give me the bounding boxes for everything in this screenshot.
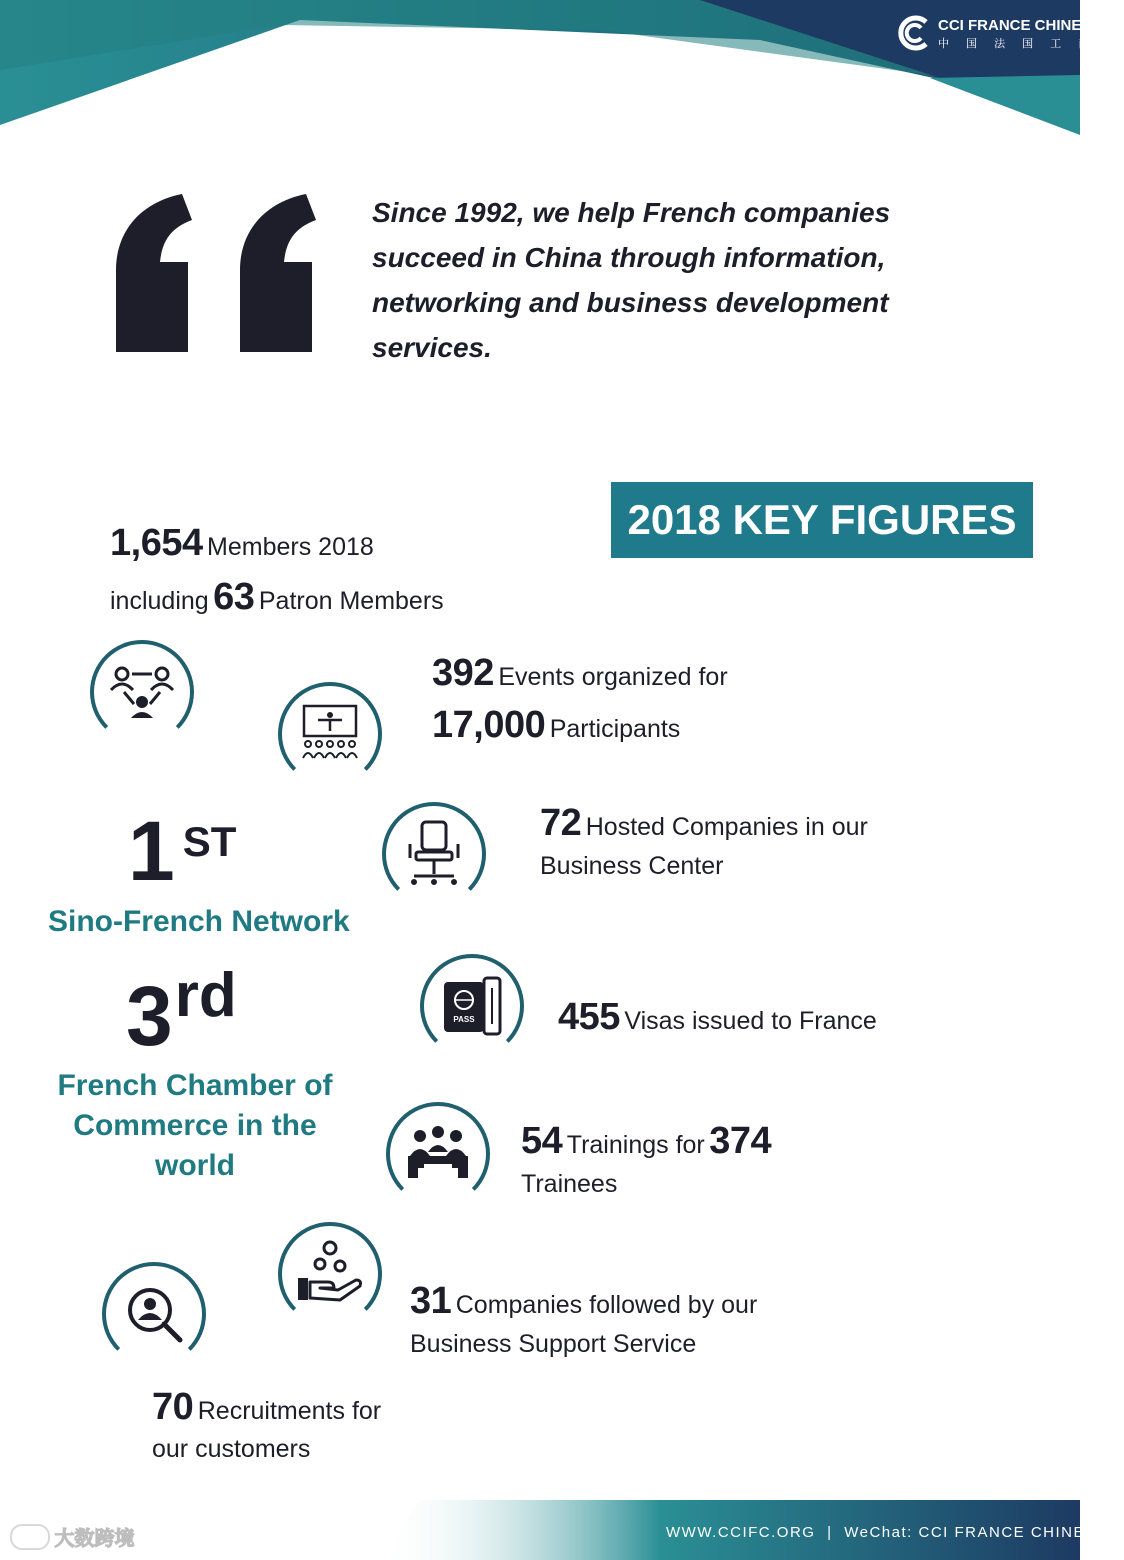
recruit-stat (152, 1386, 381, 1429)
recruit-label: Recruitments for (197, 1397, 382, 1425)
hosted-stat (540, 802, 868, 845)
presentation-icon-circle (278, 682, 382, 786)
chair-icon-circle (382, 802, 486, 906)
quote-line: services. (372, 332, 492, 363)
events-stat (432, 652, 728, 695)
patron-prefix: including (110, 587, 209, 615)
passport-icon-circle (420, 954, 524, 1058)
support-count: 31 (410, 1280, 452, 1322)
trainings-label: Trainings for (566, 1131, 705, 1159)
footer-wechat: WeChat: CCI FRANCE CHINE (844, 1524, 1085, 1541)
hosted-label: Hosted Companies in our (585, 813, 868, 841)
rank-first-label: Sino-French Network (48, 905, 350, 938)
logo-c-icon (896, 14, 932, 52)
support-label: Companies followed by our (455, 1291, 758, 1319)
rank-third-label (40, 1066, 350, 1186)
members-stat (110, 522, 374, 565)
footer-separator: | (827, 1524, 833, 1541)
rank-third-line: French Chamber of (57, 1069, 333, 1102)
hand-icon-circle (278, 1222, 382, 1326)
svg-text:PASS: PASS (453, 1015, 475, 1024)
quote-line: Since 1992, we help French companies (372, 197, 891, 228)
recruit-label-2: our customers (152, 1435, 311, 1463)
logo (896, 14, 1124, 54)
passport-icon (436, 970, 508, 1042)
support-label-2: Business Support Service (410, 1330, 697, 1358)
participants-label: Participants (549, 715, 681, 743)
hand-coins-icon (294, 1238, 366, 1310)
patron-stat (110, 576, 444, 619)
watermark-icon (10, 1524, 50, 1550)
rank-third-line: Commerce in the (73, 1109, 317, 1142)
visas-count: 455 (558, 996, 620, 1038)
rank-first (128, 806, 236, 896)
rank-third-number: 3 (126, 969, 173, 1063)
recruit-icon-circle (102, 1262, 206, 1366)
network-icon-circle (90, 640, 194, 744)
rank-third (126, 961, 237, 1066)
quote-line: succeed in China through information, (372, 242, 886, 273)
trainees-count: 374 (709, 1120, 772, 1162)
visas-stat (558, 996, 877, 1039)
recruit-search-icon (118, 1278, 190, 1350)
participants-count: 17,000 (432, 704, 546, 746)
office-chair-icon (398, 818, 470, 890)
meeting-icon-circle (386, 1102, 490, 1206)
logo-text: CCI FRANCE CHINE (938, 17, 1082, 34)
key-figures-badge (611, 482, 1033, 558)
mission-quote (372, 190, 890, 370)
members-count: 1,654 (110, 522, 203, 564)
logo-subtext: 中 国 法 国 工 商 会 (938, 38, 1124, 50)
network-icon (106, 656, 178, 728)
patron-count: 63 (213, 576, 255, 618)
quote-line: networking and business development (372, 287, 889, 318)
footer-website[interactable]: WWW.CCIFC.ORG (666, 1524, 816, 1541)
footer-text (666, 1524, 1085, 1541)
trainees-label: Trainees (521, 1170, 618, 1198)
trainings-stat (521, 1120, 771, 1163)
trainings-count: 54 (521, 1120, 563, 1162)
quote-marks-icon (112, 190, 322, 355)
rank-first-number: 1 (128, 804, 175, 898)
rank-third-line: world (155, 1149, 235, 1182)
watermark (10, 1522, 134, 1551)
patron-label: Patron Members (258, 587, 444, 615)
participants-stat (432, 704, 680, 747)
events-label: Events organized for (498, 663, 728, 691)
hosted-label-2: Business Center (540, 852, 724, 880)
watermark-text: 大数跨境 (54, 1526, 135, 1550)
support-stat (410, 1280, 757, 1323)
rank-third-suffix: rd (174, 961, 237, 1030)
members-label: Members 2018 (207, 533, 374, 561)
events-count: 392 (432, 652, 494, 694)
key-figures-title: 2018 KEY FIGURES (627, 496, 1017, 543)
hosted-count: 72 (540, 802, 582, 844)
meeting-icon (402, 1118, 474, 1190)
presentation-icon (294, 698, 366, 770)
recruit-count: 70 (152, 1386, 194, 1428)
rank-first-suffix: ST (182, 818, 237, 865)
visas-label: Visas issued to France (624, 1007, 877, 1035)
